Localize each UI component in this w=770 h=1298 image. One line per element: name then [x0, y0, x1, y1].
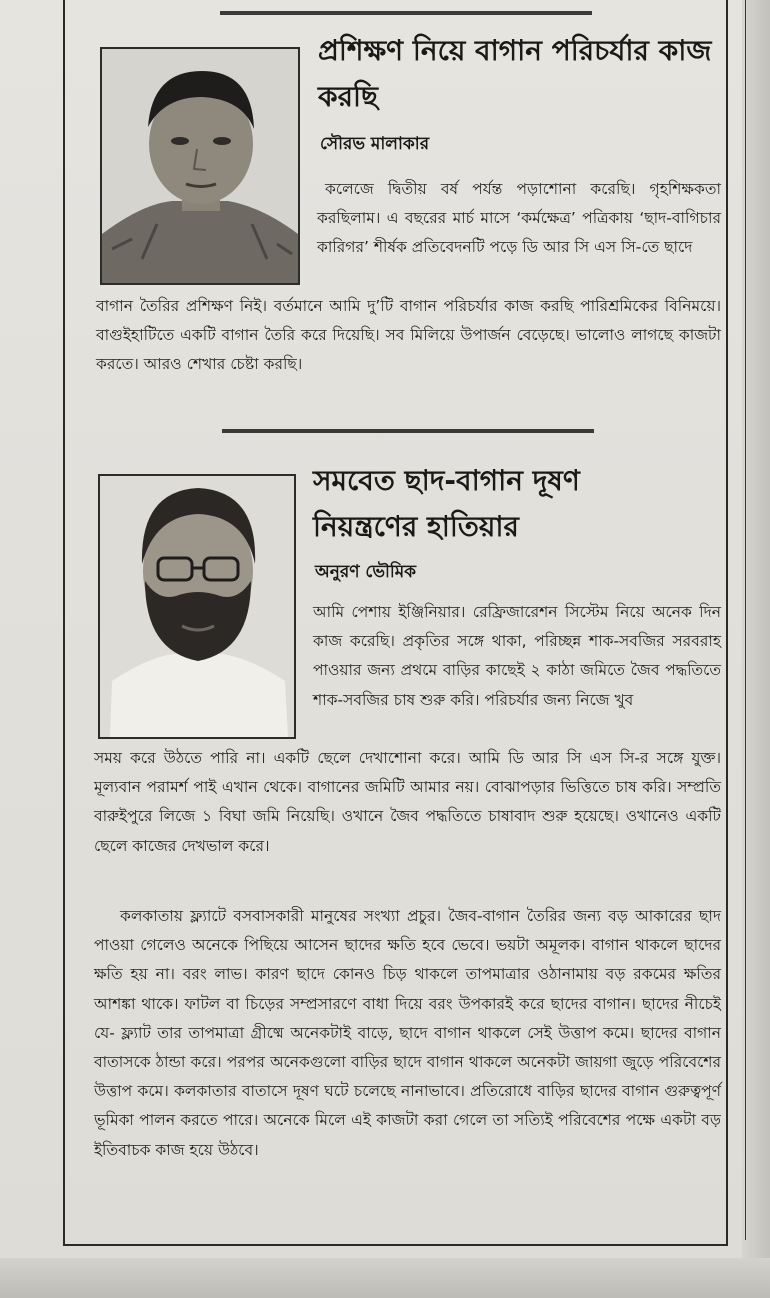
- article-1-body-wrap: কলেজে দ্বিতীয় বর্ষ পর্যন্ত পড়াশোনা করেছি। গৃহশিক্ষকতা করছিলাম। এ বছরের মার্চ মাসে ‘কর্মক্ষেত্র’ পত্রিকায় ‘ছাদ-বাগিচার কারিগর’ শীর্ষক প্রতিবেদনটি পড়ে ডি আর সি এস সি-তে ছাদে: [317, 180, 721, 257]
- article-2-body-wrap: আমি পেশায় ইঞ্জিনিয়ার। রেফ্রিজারেশন সিস্টেম নিয়ে অনেক দিন কাজ করেছি। প্রকৃতির সঙ্গে থাকা, পরিচ্ছন্ন শাক-সবজির সরবরাহ পাওয়ার জন্য প্রথমে বাড়ির কাছেই ২ কাঠা জমিতে জৈব পদ্ধতিতে শাক-সবজির চাষ শুরু করি। পরিচর্যার জন্য নিজে খুব: [313, 603, 721, 709]
- byline-1: সৌরভ মালাকার: [320, 134, 430, 154]
- article-1-body: বাগান তৈরির প্রশিক্ষণ নিই। বর্তমানে আমি দু’টি বাগান পরিচর্যার কাজ করছি পারিশ্রমিকের বিনিময়ে। বাগুইহাটিতে একটি বাগান তৈরি করে দিয়েছি। সব মিলিয়ে উপার্জন বেড়েছে। ভালোও লাগছে কাজটা করতে। আরও শেখার চেষ্টা করছি।: [96, 297, 721, 374]
- headline-1: প্রশিক্ষণ নিয়ে বাগান পরিচর্যার কাজ করছি: [318, 34, 712, 113]
- middle-rule: [222, 429, 594, 433]
- author-photo-1: [100, 47, 300, 285]
- headline-2: সমবেত ছাদ-বাগান দূষণ নিয়ন্ত্রণের হাতিয়ার: [313, 464, 580, 543]
- portrait-icon: [100, 476, 294, 737]
- article-2-body-para2: কলকাতায় ফ্ল্যাটে বসবাসকারী মানুষের সংখ্যা প্রচুর। জৈব-বাগান তৈরির জন্য বড় আকারের ছাদ পাওয়া গেলেও অনেকে পিছিয়ে আসেন ছাদের ক্ষতি হবে ভেবে। ভয়টা অমূলক। বাগান থাকলে ছাদের ক্ষতি হয় না। বরং লাভ। কারণ ছাদে কোনও চিড় থাকলে তাপমাত্রার ওঠানামায় বড় রকমের ক্ষতির আশঙ্কা থাকে। ফাটল বা চিড়ের সম্প্রসারণে বাধা দিয়ে বরং উপকারই করে ছাদের বাগান। ছাদের নীচেই যে- ফ্ল্যাট তার তাপমাত্রা গ্রীষ্মে অনেকটাই বাড়ে, ছাদে বাগান থাকলে সেই উত্তাপ কমে। ছাদের বাগান বাতাসকে ঠান্ডা করে। পরপর অনেকগুলো বাড়ির ছাদে বাগান থাকলে অনেকটা জায়গা জুড়ে পরিবেশের উত্তাপ কমে। কলকাতার বাতাসে দূষণ ঘটে চলেছে নানাভাবে। প্রতিরোধে বাড়ির ছাদের বাগান গুরুত্বপূর্ণ ভূমিকা পালন করতে পারে। অনেকে মিলে এই কাজটা করা গেলে তা সত্যিই পরিবেশের পক্ষে একটা বড় ইতিবাচক কাজ হয়ে উঠবে।: [94, 907, 721, 1159]
- page-bottom-edge: [0, 1258, 770, 1298]
- outer-column-line: [745, 0, 746, 1240]
- article-2-body: সময় করে উঠতে পারি না। একটি ছেলে দেখাশোনা করে। আমি ডি আর সি এস সি-র সঙ্গে যুক্ত। মূল্যবান পরামর্শ পাই এখান থেকে। বাগানের জমিটি আমার নয়। বোঝাপড়ার ভিত্তিতে চাষ করি। সম্প্রতি বারুইপুরে লিজে ১ বিঘা জমি নিয়েছি। ওখানে জৈব পদ্ধতিতে চাষাবাদ শুরু হয়েছে। ওখানেও একটি ছেলে কাজের দেখভাল করে।: [94, 749, 721, 855]
- byline-2: অনুরণ ভৌমিক: [315, 562, 417, 582]
- page-edge-shadow: [742, 0, 770, 1298]
- portrait-icon: [102, 49, 298, 283]
- top-rule: [220, 11, 592, 15]
- author-photo-2: [98, 474, 296, 739]
